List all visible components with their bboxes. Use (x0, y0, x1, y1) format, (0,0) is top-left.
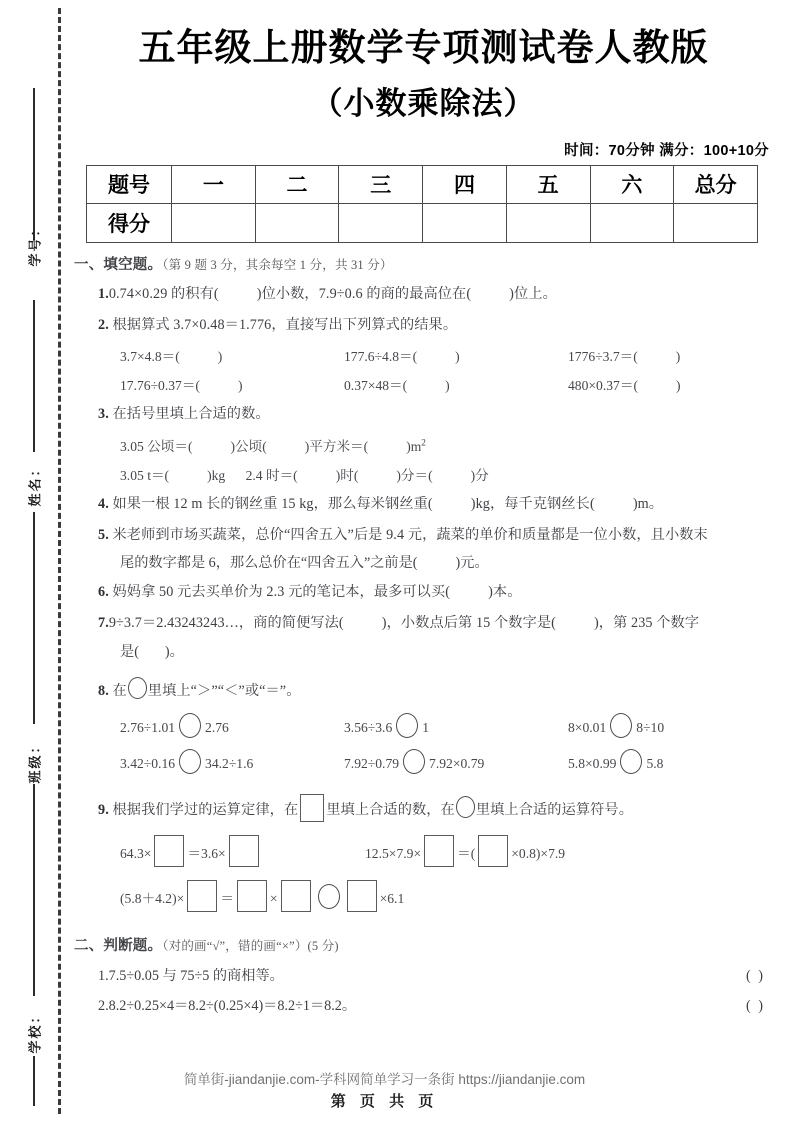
answer-box[interactable] (300, 794, 324, 822)
table-row-score (87, 203, 758, 242)
question-2-number: 2. (98, 316, 109, 333)
question-7-line2-b: )。 (164, 643, 184, 660)
question-3-row-2 (120, 464, 793, 484)
score-cell-1[interactable] (172, 203, 256, 242)
question-3-l1-sup: 2 (421, 437, 426, 448)
answer-box[interactable] (229, 835, 259, 867)
tf2-answer-slot[interactable]: ( ) (746, 998, 765, 1015)
question-9-eq2-b: ＝( (457, 846, 476, 862)
question-8-left-4: 3.42÷0.16 (120, 756, 176, 772)
question-2-close-2: ) (455, 349, 460, 365)
question-4 (98, 494, 793, 515)
score-table-col-6: 六 (590, 165, 674, 203)
score-cell-5[interactable] (506, 203, 590, 242)
question-3 (98, 404, 793, 425)
question-2-expr-3: 1776÷3.7＝( (568, 349, 638, 365)
question-2-expr-4: 17.76÷0.37＝( (120, 378, 200, 394)
question-2-close-4: ) (237, 378, 243, 394)
question-1-text-a: 0.74×0.29 的积有( (108, 285, 219, 302)
question-9-eq3-a: (5.8＋4.2)× (120, 891, 185, 907)
question-3-line1 (120, 435, 426, 455)
question-1-number: 1. (98, 285, 109, 302)
exam-paper-body (72, 0, 793, 1122)
sidebar-rule-segment (33, 300, 35, 452)
question-8-right-2: 1 (422, 720, 430, 736)
question-6 (98, 582, 793, 603)
answer-box[interactable] (281, 880, 311, 912)
question-9-text-a: 根据我们学过的运算定律，在 (112, 802, 299, 819)
question-7-text-a: 9÷3.7＝2.43243243…，商的简便写法( (108, 615, 344, 632)
question-8-item-5 (344, 749, 568, 774)
comparison-circle-icon[interactable] (610, 713, 632, 738)
question-2-close-5: ) (445, 378, 450, 394)
question-8-text-a: 在 (112, 682, 127, 699)
question-3-number: 3. (98, 406, 109, 423)
question-8-left-1: 2.76÷1.01 (120, 720, 176, 736)
tf1-text: 7.5÷0.05 与 75÷5 的商相等。 (108, 968, 284, 985)
score-table-col-5: 五 (506, 165, 590, 203)
section-2-note: （对的画“√”，错的画“×”）(5 分) (162, 939, 339, 954)
question-5-line2 (120, 552, 793, 572)
question-9-text-b: 里填上合适的数，在 (326, 802, 455, 819)
question-2-item-6 (568, 374, 792, 394)
left-margin-sidebar (0, 0, 72, 1122)
question-1 (98, 284, 793, 305)
sidebar-label-name: 姓名： (27, 461, 43, 507)
page-subtitle: （小数乘除法） (311, 85, 536, 121)
question-8-left-2: 3.56÷3.6 (344, 720, 393, 736)
question-8-left-5: 7.92÷0.79 (344, 756, 400, 772)
question-2-close-1: ) (217, 349, 223, 365)
score-table-col-1: 一 (172, 165, 256, 203)
question-9-eq-3 (120, 880, 404, 912)
question-3-l1-d: )m (406, 438, 422, 454)
question-7-line2 (120, 641, 793, 661)
true-false-question-2 (98, 995, 793, 1015)
question-8-item-1 (120, 713, 344, 738)
question-2-item-1 (120, 345, 344, 365)
score-cell-total[interactable] (674, 203, 758, 242)
score-cell-3[interactable] (339, 203, 423, 242)
footer-watermark: 简单街-jiandanjie.com-学科网简单学习一条街 https://jiandanjie.com (183, 1072, 586, 1087)
section-heading-fill-in-blanks (74, 253, 793, 274)
question-9-eq3-d: ×6.1 (379, 891, 405, 907)
question-8-text-b: 里填上“＞”“＜”或“＝”。 (147, 682, 301, 699)
section-heading-true-false (74, 934, 793, 955)
comparison-circle-icon[interactable] (403, 749, 425, 774)
sidebar-label-class: 班级： (27, 738, 43, 784)
question-2-close-6: ) (675, 378, 681, 394)
question-7-line2-a: 是( (120, 643, 139, 660)
question-2-text: 根据算式 3.7×0.48＝1.776，直接写出下列算式的结果。 (112, 316, 458, 333)
question-4-text-a: 如果一根 12 m 长的钢丝重 15 kg，那么每米钢丝重( (112, 495, 433, 512)
operator-circle-icon[interactable] (318, 884, 340, 909)
question-5-line1: 米老师到市场买蔬菜，总价“四舍五入”后是 9.4 元，蔬菜的单价和质量都是一位小数，且小数末 (112, 526, 708, 543)
question-7-text-b: )，小数点后第 15 个数字是( (381, 615, 556, 632)
sidebar-rule-segment (33, 784, 35, 996)
question-9-eq3-b: ＝ (220, 891, 234, 907)
question-2-expr-2: 177.6÷4.8＝( (344, 349, 418, 365)
question-4-text-b: )kg，每千克钢丝长( (470, 495, 595, 512)
question-4-text-c: )m。 (632, 495, 664, 512)
comparison-circle-icon[interactable] (128, 677, 147, 699)
score-table-col-3: 三 (339, 165, 423, 203)
question-7 (98, 613, 793, 634)
operator-circle-icon[interactable] (456, 796, 475, 818)
question-2-expr-6: 480×0.37＝( (568, 378, 638, 394)
answer-box[interactable] (237, 880, 267, 912)
question-5-line2-a: 尾的数字都是 6，那么总价在“四舍五入”之前是( (120, 555, 418, 572)
question-8-left-3: 8×0.01 (568, 720, 607, 736)
tf1-number: 1. (98, 968, 109, 985)
answer-box[interactable] (154, 835, 184, 867)
question-3-text: 在括号里填上合适的数。 (112, 406, 270, 423)
tf1-answer-slot[interactable]: ( ) (746, 968, 765, 985)
question-3-l2-c: 2.4 时＝( (245, 467, 298, 483)
sidebar-label-school: 学校： (27, 1008, 43, 1054)
table-row-header (87, 165, 758, 203)
question-6-text-b: )本。 (488, 584, 522, 601)
question-9-row-1 (120, 835, 793, 867)
sidebar-rule-segment (33, 88, 35, 240)
question-8-right-4: 34.2÷1.6 (205, 756, 254, 772)
dashed-cut-line (58, 8, 61, 1114)
tf2-text: 8.2÷0.25×4＝8.2÷(0.25×4)＝8.2÷1＝8.2。 (108, 998, 357, 1015)
question-9-number: 9. (98, 802, 109, 819)
comparison-circle-icon[interactable] (396, 713, 418, 738)
score-table-col-4: 四 (423, 165, 507, 203)
question-7-number: 7. (98, 615, 109, 632)
answer-box[interactable] (478, 835, 508, 867)
sidebar-label-student-id: 学号： (27, 221, 43, 267)
question-9-eq1-b: ＝3.6× (187, 846, 226, 862)
sidebar-rule-segment (33, 512, 35, 724)
question-6-text-a: 妈妈拿 50 元去买单价为 2.3 元的笔记本，最多可以买( (112, 584, 451, 601)
question-9-row-2 (120, 880, 793, 912)
section-2-name: 二、判断题。 (74, 938, 163, 955)
comparison-circle-icon[interactable] (620, 749, 642, 774)
question-1-text-b: )位小数，7.9÷0.6 的商的最高位在( (256, 285, 472, 302)
question-9-eq3-c: × (269, 891, 278, 907)
score-table-row-label-question: 题号 (87, 165, 172, 203)
question-3-l1-c: )平方米＝( (304, 438, 369, 454)
answer-box[interactable] (424, 835, 454, 867)
question-3-l1-b: )公顷( (230, 438, 267, 454)
question-2-expr-5: 0.37×48＝( (344, 378, 408, 394)
question-4-number: 4. (98, 495, 109, 512)
question-9-eq2-a: 12.5×7.9× (365, 846, 422, 862)
question-9-eq-1 (120, 835, 365, 867)
comparison-circle-icon[interactable] (179, 749, 201, 774)
question-9-eq1-a: 64.3× (120, 846, 152, 862)
question-3-l2-b: )kg (207, 467, 226, 483)
true-false-question-1 (98, 965, 793, 985)
question-2-item-2 (344, 345, 568, 365)
score-cell-2[interactable] (255, 203, 339, 242)
question-2 (98, 315, 793, 336)
question-2-item-4 (120, 374, 344, 394)
question-2-close-3: ) (675, 349, 681, 365)
question-8-number: 8. (98, 682, 109, 699)
question-8-right-3: 8÷10 (636, 720, 665, 736)
question-7-text-c: )，第 235 个数字 (593, 615, 700, 632)
tf2-body (98, 995, 356, 1015)
question-8-item-2 (344, 713, 568, 738)
question-8-right-1: 2.76 (205, 720, 229, 736)
tf2-number: 2. (98, 998, 109, 1015)
question-5 (98, 525, 793, 546)
question-2-row-2 (120, 374, 793, 394)
question-9-eq2-c: ×0.8)×7.9 (511, 846, 566, 862)
question-3-l2-f: )分 (470, 467, 489, 483)
tf1-body (98, 965, 284, 985)
question-8-left-6: 5.8×0.99 (568, 756, 617, 772)
page-title: 五年级上册数学专项测试卷人教版 (138, 27, 709, 68)
question-5-number: 5. (98, 526, 109, 543)
question-2-row-1 (120, 345, 793, 365)
question-3-l2-d: )时( (335, 467, 359, 483)
question-8-right-5: 7.92×0.79 (429, 756, 485, 772)
question-9-text-c: 里填上合适的运算符号。 (475, 802, 634, 819)
question-3-line2 (120, 464, 489, 484)
question-6-number: 6. (98, 584, 109, 601)
question-8-row-1 (120, 713, 793, 738)
question-9-eq-2 (365, 835, 610, 867)
question-3-l2-e: )分＝( (396, 467, 433, 483)
question-3-l2-a: 3.05 t＝( (120, 467, 170, 483)
question-1-text-c: )位上。 (509, 285, 557, 302)
score-cell-4[interactable] (423, 203, 507, 242)
section-1-name: 一、填空题。 (74, 256, 163, 273)
footer-page-indicator: 第 页 共 页 (330, 1093, 439, 1110)
comparison-circle-icon[interactable] (179, 713, 201, 738)
score-table (86, 165, 758, 243)
question-8-row-2 (120, 749, 793, 774)
section-1-note: （第 9 题 3 分，其余每空 1 分，共 31 分） (162, 257, 393, 272)
score-table-col-total: 总分 (674, 165, 758, 203)
question-8-right-6: 5.8 (646, 756, 664, 772)
question-3-l1-a: 3.05 公顷＝( (120, 438, 193, 454)
question-2-expr-1: 3.7×4.8＝( (120, 349, 180, 365)
question-8-item-3 (568, 713, 792, 738)
question-8-item-4 (120, 749, 344, 774)
score-cell-6[interactable] (590, 203, 674, 242)
question-2-item-3 (568, 345, 792, 365)
score-table-row-label-score: 得分 (87, 203, 172, 242)
question-9 (98, 794, 793, 822)
question-2-item-5 (344, 374, 568, 394)
score-table-col-2: 二 (255, 165, 339, 203)
question-8-item-6 (568, 749, 792, 774)
answer-box[interactable] (347, 880, 377, 912)
question-5-line2-b: )元。 (455, 555, 489, 572)
question-8 (98, 677, 793, 702)
exam-meta-info: 时间：70分钟 满分：100+10分 (564, 142, 769, 159)
question-3-row-1 (120, 435, 793, 455)
answer-box[interactable] (187, 880, 217, 912)
